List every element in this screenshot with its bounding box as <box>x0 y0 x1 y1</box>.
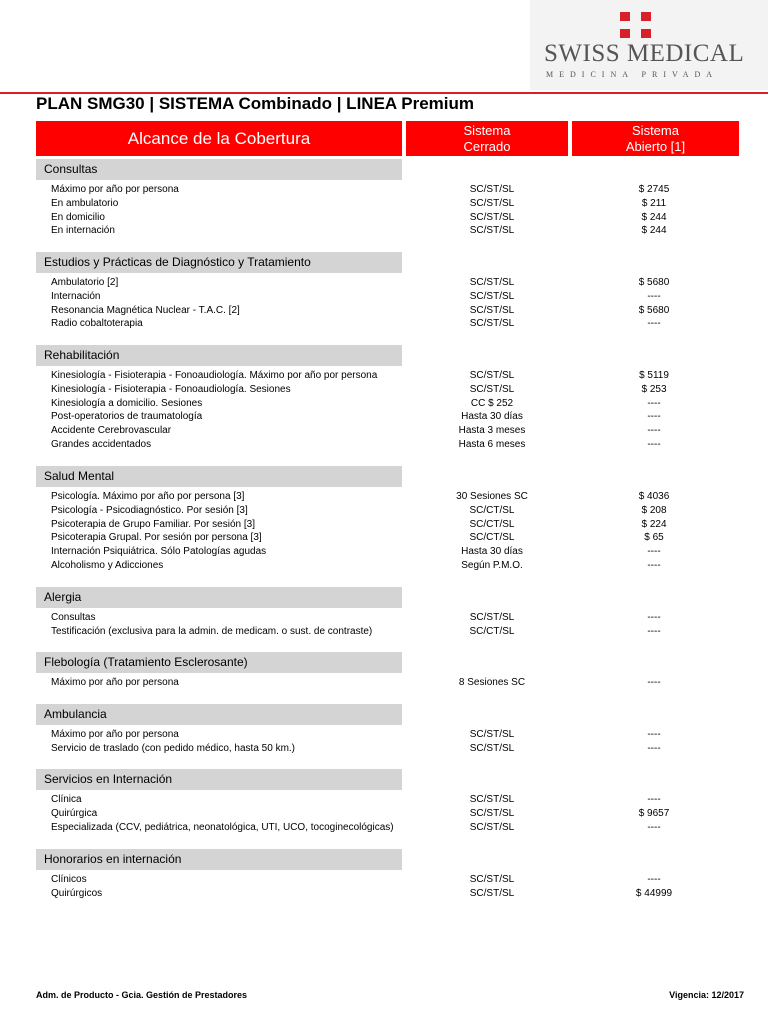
table-row <box>36 224 740 238</box>
closed-system-value: SC/ST/SL <box>469 225 515 237</box>
row-label: Consultas <box>51 612 96 623</box>
open-system-value: $ 5680 <box>638 277 670 288</box>
row-label: Alcoholismo y Adicciones <box>51 559 164 571</box>
table-row <box>36 611 740 625</box>
closed-system-value: SC/ST/SL <box>469 874 515 885</box>
closed-system-value: SC/ST/SL <box>469 318 515 330</box>
row-label: Kinesiología - Fisioterapia - Fonoaudiología. Sesiones <box>51 383 291 395</box>
open-system-value: $ 5680 <box>638 304 670 316</box>
table-row <box>36 211 740 225</box>
closed-system-value: 8 Sesiones SC <box>458 677 526 688</box>
row-label: Quirúrgicos <box>51 887 103 899</box>
open-system-value: ---- <box>647 397 661 409</box>
closed-system-value: SC/CT/SL <box>469 518 515 530</box>
table-row <box>36 559 740 573</box>
row-label: Clínicos <box>51 874 87 885</box>
table-row <box>36 807 740 821</box>
closed-system-value: SC/ST/SL <box>469 729 515 740</box>
open-system-value: ---- <box>647 874 661 885</box>
open-system-value: ---- <box>647 821 661 833</box>
closed-system-value: SC/ST/SL <box>469 742 515 754</box>
section <box>36 587 740 639</box>
open-system-value: $ 211 <box>641 197 667 209</box>
section-title: Honorarios en internación <box>36 849 402 870</box>
table-row <box>36 728 740 742</box>
open-system-value: ---- <box>647 625 661 637</box>
logo-name: SWISS MEDICAL <box>544 40 745 67</box>
section <box>36 769 740 834</box>
table-row <box>36 545 740 559</box>
row-label: En internación <box>51 225 115 237</box>
table-row <box>36 424 740 438</box>
table-row <box>36 625 740 639</box>
row-label: Resonancia Magnética Nuclear - T.A.C. [2] <box>51 304 240 316</box>
open-system-value: $ 2745 <box>638 184 670 195</box>
open-system-value: $ 5119 <box>639 370 669 381</box>
row-label: Máximo por año por persona <box>51 184 179 195</box>
closed-system-value: SC/ST/SL <box>469 887 515 899</box>
closed-system-value: SC/ST/SL <box>469 612 515 623</box>
closed-system-value: Hasta 6 meses <box>458 438 526 450</box>
table-row <box>36 397 740 411</box>
page-title: PLAN SMG30 | SISTEMA Combinado | LINEA Premium <box>36 94 475 113</box>
open-system-value: ---- <box>647 411 661 423</box>
row-label: Accidente Cerebrovascular <box>51 425 172 437</box>
section <box>36 466 740 573</box>
row-label: En ambulatorio <box>51 197 119 209</box>
section-title: Salud Mental <box>36 466 402 487</box>
closed-system-value: 30 Sesiones SC <box>456 491 528 502</box>
open-system-value: ---- <box>647 794 661 805</box>
row-label: Ambulatorio [2] <box>51 277 119 288</box>
row-label: Psicoterapia de Grupo Familiar. Por sesión [3] <box>51 518 255 530</box>
section-title: Ambulancia <box>36 704 402 725</box>
row-label: Internación <box>51 290 101 302</box>
logo-subtitle: MEDICINA PRIVADA <box>546 70 719 79</box>
closed-system-value: SC/ST/SL <box>469 370 515 381</box>
section-title: Alergia <box>36 587 402 608</box>
table-row <box>36 383 740 397</box>
open-system-value: $ 224 <box>641 518 667 530</box>
header-closed-line2: Cerrado <box>463 138 511 154</box>
open-system-value: $ 244 <box>641 225 667 237</box>
open-system-value: ---- <box>647 290 661 302</box>
table-row <box>36 438 740 452</box>
table-row <box>36 276 740 290</box>
closed-system-value: Hasta 30 días <box>461 411 523 423</box>
section <box>36 345 740 452</box>
table-row <box>36 290 740 304</box>
table-row <box>36 821 740 835</box>
open-system-value: ---- <box>647 425 661 437</box>
header-open-system <box>572 121 739 156</box>
row-label: Internación Psiquiátrica. Sólo Patologías agudas <box>51 546 267 558</box>
closed-system-value: SC/ST/SL <box>469 807 515 819</box>
table-row <box>36 793 740 807</box>
table-row <box>36 873 740 887</box>
open-system-value: ---- <box>647 438 661 450</box>
section-title: Servicios en Internación <box>36 769 402 790</box>
row-label: Kinesiología - Fisioterapia - Fonoaudiología. Máximo por año por persona <box>51 370 378 381</box>
closed-system-value: Hasta 3 meses <box>458 425 526 437</box>
open-system-value: ---- <box>647 318 661 330</box>
footer-validity: Vigencia: 12/2017 <box>669 990 744 1000</box>
table-row <box>36 676 740 690</box>
open-system-value: $ 208 <box>641 504 667 516</box>
open-system-value: ---- <box>647 546 661 558</box>
section-title: Rehabilitación <box>36 345 402 366</box>
open-system-value: ---- <box>647 742 661 754</box>
closed-system-value: Según P.M.O. <box>461 559 523 571</box>
header-closed-system <box>406 121 568 156</box>
closed-system-value: CC $ 252 <box>470 397 514 409</box>
swiss-cross-icon <box>620 12 652 40</box>
section <box>36 159 740 238</box>
section <box>36 849 740 901</box>
row-label: Grandes accidentados <box>51 438 152 450</box>
row-label: Psicología. Máximo por año por persona [3] <box>51 491 245 502</box>
row-label: Especializada (CCV, pediátrica, neonatológica, UTI, UCO, tocoginecológicas) <box>51 821 394 833</box>
open-system-value: ---- <box>647 677 661 688</box>
row-label: Kinesiología a domicilio. Sesiones <box>51 397 203 409</box>
table-row <box>36 304 740 318</box>
section-title: Estudios y Prácticas de Diagnóstico y Tratamiento <box>36 252 402 273</box>
closed-system-value: SC/CT/SL <box>469 532 515 544</box>
closed-system-value: SC/ST/SL <box>469 290 515 302</box>
header-coverage-scope: Alcance de la Cobertura <box>36 121 402 156</box>
open-system-value: $ 9657 <box>638 807 670 819</box>
table-row <box>36 410 740 424</box>
header-open-line1: Sistema <box>632 122 679 138</box>
open-system-value: $ 4036 <box>638 491 670 502</box>
section-title: Flebología (Tratamiento Esclerosante) <box>36 652 402 673</box>
closed-system-value: SC/ST/SL <box>469 821 515 833</box>
table-row <box>36 518 740 532</box>
closed-system-value: SC/CT/SL <box>469 504 515 516</box>
row-label: En domicilio <box>51 211 105 223</box>
open-system-value: $ 65 <box>644 532 664 544</box>
table-row <box>36 183 740 197</box>
table-row <box>36 742 740 756</box>
row-label: Psicoterapia Grupal. Por sesión por persona [3] <box>51 532 262 544</box>
open-system-value: $ 44999 <box>635 887 673 899</box>
closed-system-value: SC/ST/SL <box>469 184 515 195</box>
row-label: Testificación (exclusiva para la admin. de medicam. o sust. de contraste) <box>51 625 373 637</box>
row-label: Servicio de traslado (con pedido médico, hasta 50 km.) <box>51 742 296 754</box>
logo-area <box>530 0 768 90</box>
footer-department: Adm. de Producto - Gcia. Gestión de Prestadores <box>36 990 248 1000</box>
row-label: Quirúrgica <box>51 807 98 819</box>
row-label: Psicología - Psicodiagnóstico. Por sesión [3] <box>51 504 248 516</box>
closed-system-value: SC/ST/SL <box>469 304 515 316</box>
open-system-value: ---- <box>647 559 661 571</box>
table-row <box>36 317 740 331</box>
open-system-value: $ 244 <box>641 211 667 223</box>
row-label: Clínica <box>51 794 82 805</box>
row-label: Radio cobaltoterapia <box>51 318 143 330</box>
table-row <box>36 197 740 211</box>
section <box>36 704 740 756</box>
header-open-line2: Abierto [1] <box>625 138 686 154</box>
table-row <box>36 369 740 383</box>
closed-system-value: SC/ST/SL <box>469 197 515 209</box>
closed-system-value: SC/ST/SL <box>469 277 515 288</box>
closed-system-value: SC/ST/SL <box>469 211 515 223</box>
closed-system-value: SC/CT/SL <box>469 625 515 637</box>
table-row <box>36 504 740 518</box>
section <box>36 252 740 331</box>
row-label: Máximo por año por persona <box>51 729 179 740</box>
row-label: Post-operatorios de traumatología <box>51 411 203 423</box>
row-label: Máximo por año por persona <box>51 677 179 688</box>
open-system-value: $ 253 <box>641 383 667 395</box>
open-system-value: ---- <box>647 729 661 740</box>
open-system-value: ---- <box>647 612 661 623</box>
section <box>36 652 740 690</box>
header-closed-line1: Sistema <box>463 122 511 138</box>
closed-system-value: SC/ST/SL <box>469 794 515 805</box>
table-row <box>36 887 740 901</box>
closed-system-value: SC/ST/SL <box>469 383 515 395</box>
table-row <box>36 531 740 545</box>
section-title: Consultas <box>36 159 402 180</box>
closed-system-value: Hasta 30 días <box>461 546 523 558</box>
table-row <box>36 490 740 504</box>
